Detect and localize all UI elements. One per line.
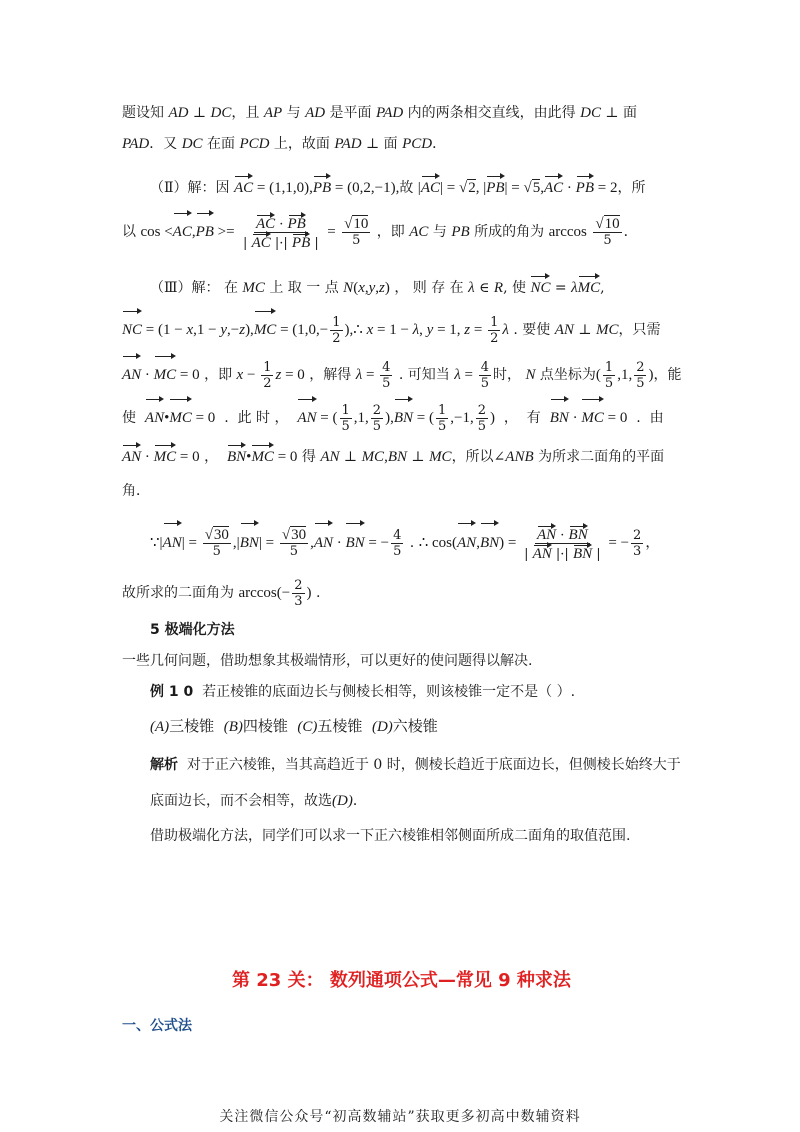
text-line: 使 AN•MC = 0 . 此 时 ， AN = ( $\frac{1}{5}$ ,1, $\frac{2}{5}$ ),BN = ( $\frac{1}{5}$ ,−1, $\frac{2}{5}$ ) ， 有 BN · MC = 0 . 由 [122, 398, 664, 435]
paragraph: 一些几何问题，借助想象其极端情形，可以更好的使问题得以解决. [122, 653, 533, 669]
analysis-label: 解析 [150, 757, 178, 773]
text-line [122, 481, 150, 501]
text-line: 故所求的二面角为 arccos(− $\frac{2}{3}$ ) . [122, 577, 321, 609]
section-heading: 5 极端化方法 [150, 622, 235, 638]
analysis-line: 底面边长，而不会相等，故选(D)． [150, 793, 367, 809]
text-line: （Ⅲ）解： 在 MC 上 取 一 点 N(x,y,z) ， 则 存 在 λ ∈ R, 使 NC = λMC, [150, 275, 605, 298]
text-line: PAD．又 DC 在面 PCD 上，故面 PAD ⊥ 面 PCD． [122, 136, 447, 152]
text-line: AN · MC = 0 ，即 x − $\frac{1}{2}$ z = 0 ，解得 λ = $\frac{4}{5}$ . 可知当 λ = $\frac{4}{5}$ 时， N 点坐标为( $\frac{1}{5}$ ,1, $\frac{2}{5}$ )，能 [122, 355, 681, 392]
analysis-line [150, 755, 681, 775]
text-line: AN · MC = 0 ， BN•MC = 0 得 AN ⊥ MC,BN ⊥ MC，所以∠ANB 为所求二面角的平面 [122, 444, 664, 467]
part-label: （Ⅱ）解：因 [150, 180, 230, 196]
text-line: 题设知 AD ⊥ DC，且 AP 与 AD 是平面 PAD 内的两条相交直线，由此得 DC ⊥ 面 [122, 105, 638, 121]
text-line: 以 cos <AC,PB >= $\frac{AC \cdot PB}{| AC |\cdot| PB |}$ = $\frac{√10}{5}$ ，即 AC 与 PB 所成的角为 arccos $\frac{√10}{5}$ ． [122, 212, 638, 251]
text-line: （Ⅱ）解：因 AC = (1,1,0),PB = (0,2,−1),故 |AC| = √2, |PB| = √5,AC · PB = 2，所 [150, 175, 645, 198]
paragraph: 借助极端化方法，同学们可以求一下正六棱锥相邻侧面所成二面角的取值范围. [150, 828, 631, 844]
options-line: (A)三棱锥 (B)四棱锥 (C)五棱锥 (D)六棱锥 [150, 717, 438, 735]
section-subtitle: 一、公式法 [122, 1018, 192, 1034]
math-text: 角． [122, 483, 150, 499]
example-label: 例 1 0 [150, 684, 194, 700]
example-line [150, 682, 575, 702]
text-line: NC = (1 − x,1 − y,−z),MC = (1,0,− $\frac{1}{2}$ ),∴ x = 1 − λ, y = 1, z = $\frac{1}{2}$ λ . 要使 AN ⊥ MC，只需 [122, 310, 660, 347]
text-line: ∵|AN| = $\frac{√30}{5}$ ,|BN| = $\frac{√30}{5}$ ,AN · BN = − $\frac{4}{5}$ . ∴ cos(AN,BN) = $\frac{AN \cdot BN}{| AN |\cdot| BN |}$ = − $\frac{2}{3}$ ， [150, 522, 659, 562]
analysis-text: 对于正六棱锥，当其高趋近于 0 时，侧棱长趋近于底面边长，但侧棱长始终大于 [186, 757, 681, 773]
chapter-title: 第 23 关： 数列通项公式—常见 9 种求法 [232, 970, 571, 991]
footer-note: 关注微信公众号“初高数辅站”获取更多初高中数辅资料 [219, 1109, 581, 1125]
example-text: 若正棱锥的底面边长与侧棱长相等，则该棱锥一定不是（ ）. [202, 684, 576, 700]
